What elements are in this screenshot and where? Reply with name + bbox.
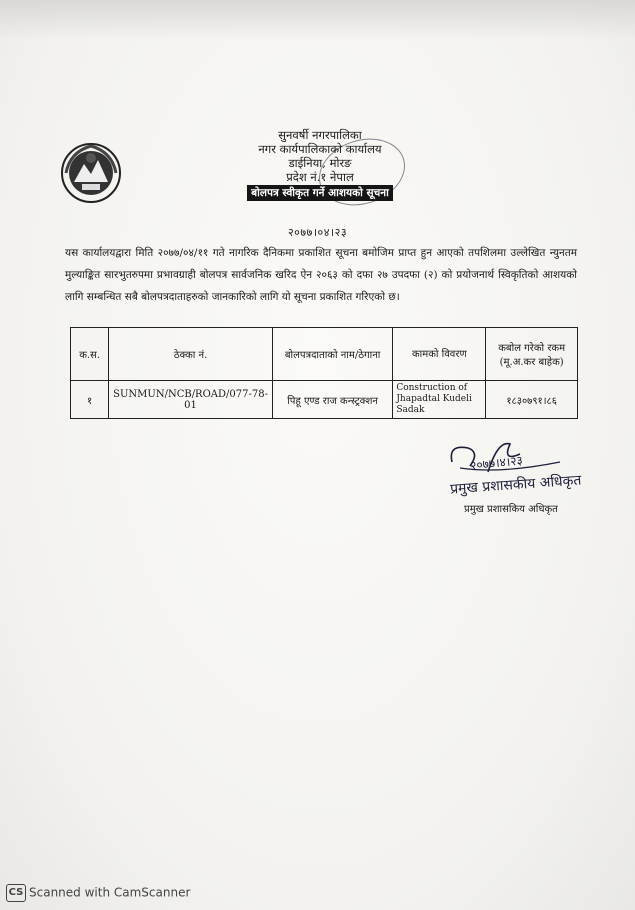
province-line: प्रदेश नं.१ नेपाल	[286, 170, 354, 184]
reference-date: २०७७।०४।२३	[287, 226, 348, 239]
scan-edge-shadow	[0, 0, 635, 40]
typed-title: प्रमुख प्रशासकिय अधिकृत	[464, 504, 558, 515]
handwritten-date: २०७७।४।२३	[469, 453, 524, 473]
cell-contract-no: SUNMUN/NCB/ROAD/077-78-01	[109, 381, 273, 419]
notice-paragraph: यस कार्यालयद्वारा मिति २०७७/०४/११ गते नागरिक दैनिकमा प्रकाशित सूचना बमोजिम प्राप्त हुन आएको तपशिलमा उल्लेखित न्युनतम मुल्याङ्कित सारभुतरुपमा प्रभावग्राही बोलपत्र सार्वजनिक खरिद ऐन २०६३ को दफा २७ उपदफा (२) को प्रयोजनार्थ स्विकृतिको आशयको लागि सम्बन्धित सबै बोलपत्रदाताहरुको जानकारिको लागि यो सूचना प्रकाशित गरिएको छ।	[65, 247, 577, 303]
cell-bidder: पिहू एण्ड राज कन्स्ट्रक्शन	[272, 381, 392, 419]
office-name: नगर कार्यपालिकाको कार्यालय	[258, 142, 382, 156]
camscanner-logo-icon: CS	[6, 884, 26, 902]
letterhead	[220, 128, 420, 201]
award-table	[70, 327, 578, 419]
header-contract-no: ठेक्का नं.	[109, 328, 273, 381]
header-amount: कबोल गरेको रकम (मू.अ.कर बाहेक)	[486, 328, 578, 381]
scanner-text: Scanned with CamScanner	[29, 885, 191, 900]
municipality-name: सुनवर्षी नगरपालिका	[278, 128, 362, 142]
header-description: कामको विवरण	[393, 328, 486, 381]
nepal-emblem-icon	[60, 142, 122, 204]
handwritten-title: प्रमुख प्रशासकीय अधिकृत	[449, 472, 582, 498]
header-bidder: बोलपत्रदाताको नाम/ठेगाना	[272, 328, 392, 381]
notice-title: बोलपत्र स्वीकृत गर्ने आशयको सूचना	[247, 185, 393, 201]
cell-description: Construction of Jhapadtal Kudeli Sadak	[393, 381, 486, 419]
office-address: डाईनिया, मोरङ	[288, 156, 352, 170]
cell-sn: १	[71, 381, 109, 419]
table-row	[71, 381, 578, 419]
cell-amount: १८३०७९१।८६	[486, 381, 578, 419]
table-header-row	[71, 328, 578, 381]
scanner-watermark	[6, 884, 190, 902]
header-sn: क.स.	[71, 328, 109, 381]
